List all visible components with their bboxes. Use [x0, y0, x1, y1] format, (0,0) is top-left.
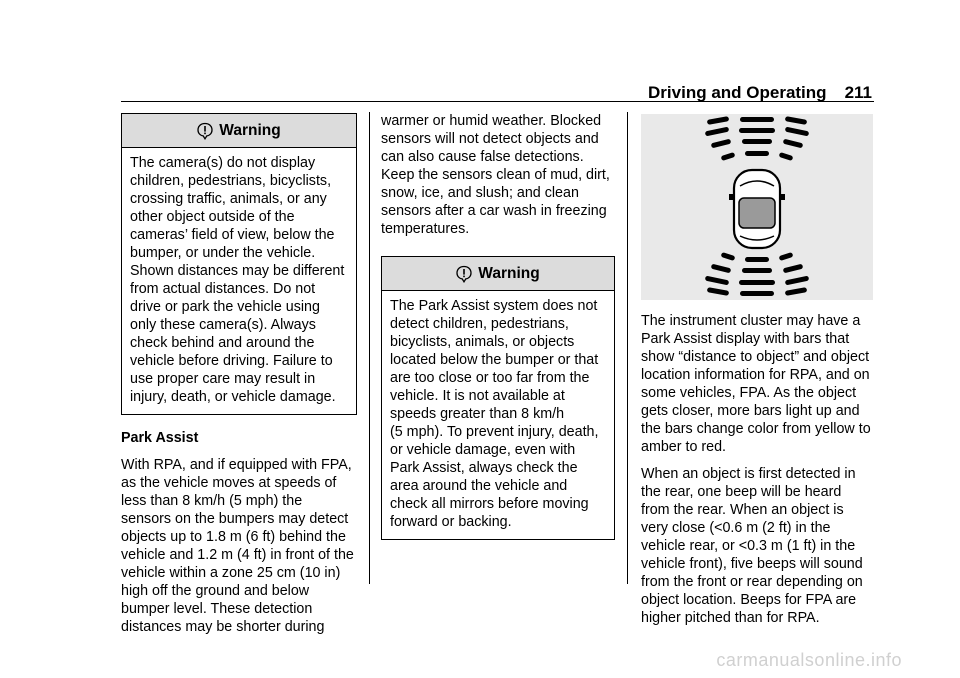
- text-line: vehicle before driving. Failure to: [130, 353, 333, 369]
- text-line: forward or backing.: [390, 514, 512, 530]
- text-line: some vehicles, FPA. As the object: [641, 385, 857, 401]
- text-line: as the vehicle moves at speeds of: [121, 475, 337, 491]
- text-line: are too close or too far from the: [390, 370, 590, 386]
- warning-header: [122, 114, 356, 148]
- text-line: drive or park the vehicle using: [130, 299, 320, 315]
- text-line: check all mirrors before moving: [390, 496, 589, 512]
- warning-header: [382, 257, 614, 291]
- page-header: [648, 83, 872, 103]
- text-line: With RPA, and if equipped with FPA,: [121, 457, 352, 473]
- text-line: the bars change color from yellow to: [641, 421, 871, 437]
- park-assist-paragraph: [121, 456, 357, 636]
- warning-text: [382, 291, 614, 539]
- text-line: The instrument cluster may have a: [641, 313, 861, 329]
- vehicle-outline: [729, 170, 785, 248]
- text-line: from the rear. When an object is: [641, 502, 844, 518]
- text-line: location information for RPA, and on: [641, 367, 870, 383]
- text-line: only these camera(s). Always: [130, 317, 316, 333]
- text-line: very close (<0.6 m (2 ft) in the: [641, 520, 831, 536]
- text-line: located below the bumper or that: [390, 352, 599, 368]
- text-line: can also cause false detections.: [381, 149, 584, 165]
- text-line: vehicle within a zone 25 cm (10 in): [121, 565, 341, 581]
- column-3: [641, 114, 874, 627]
- text-line: cameras’ field of view, below the: [130, 227, 335, 243]
- camera-warning-box: [121, 113, 357, 415]
- text-line: injury, death, or vehicle damage.: [130, 389, 336, 405]
- text-line: high off the ground and below: [121, 583, 310, 599]
- text-line: amber to red.: [641, 439, 727, 455]
- warning-title: Warning: [478, 264, 540, 282]
- column-1: [121, 113, 357, 636]
- text-line: vehicle and 1.2 m (4 ft) in front of the: [121, 547, 354, 563]
- text-line: When an object is first detected in: [641, 466, 856, 482]
- column-divider-2: [627, 112, 628, 584]
- text-line: other object outside of the: [130, 209, 295, 225]
- park-assist-display-icon: [641, 114, 873, 300]
- text-line: snow, ice, and slush; and clean: [381, 185, 579, 201]
- warning-text: [122, 148, 356, 414]
- text-line: sensors will not detect objects and: [381, 131, 599, 147]
- text-line: object location. Beeps for FPA are: [641, 592, 857, 608]
- text-line: Park Assist, always check the: [390, 460, 578, 476]
- text-line: detect children, pedestrians,: [390, 316, 569, 332]
- text-line: crossing traffic, animals, or any: [130, 191, 327, 207]
- text-line: use proper care may result in: [130, 371, 316, 387]
- text-line: The camera(s) do not display: [130, 155, 316, 171]
- text-line: children, pedestrians, bicyclists,: [130, 173, 332, 189]
- text-line: temperatures.: [381, 221, 470, 237]
- text-line: area around the vehicle and: [390, 478, 568, 494]
- instrument-cluster-paragraph: [641, 312, 874, 456]
- text-line: higher pitched than for RPA.: [641, 610, 820, 626]
- warning-icon: [197, 122, 213, 140]
- text-line: from actual distances. Do not: [130, 281, 316, 297]
- text-line: show “distance to object” and object: [641, 349, 870, 365]
- text-line: The Park Assist system does not: [390, 298, 598, 314]
- text-line: gets closer, more bars light up and: [641, 403, 860, 419]
- beep-paragraph: [641, 465, 874, 627]
- text-line: objects up to 1.8 m (6 ft) behind the: [121, 529, 346, 545]
- text-line: vehicle rear, or <0.3 m (1 ft) in the: [641, 538, 856, 554]
- text-line: or vehicle damage, even with: [390, 442, 576, 458]
- text-line: vehicle. It is not available at: [390, 388, 565, 404]
- column-2: [381, 112, 615, 540]
- warning-title: Warning: [219, 121, 281, 139]
- text-line: warmer or humid weather. Blocked: [381, 113, 602, 129]
- text-line: sensors after a car wash in freezing: [381, 203, 607, 219]
- text-line: Park Assist display with bars that: [641, 331, 850, 347]
- text-line: speeds greater than 8 km/h: [390, 406, 565, 422]
- warning-icon: [456, 265, 472, 283]
- header-rule: [121, 101, 874, 102]
- text-line: the rear, one beep will be heard: [641, 484, 842, 500]
- park-assist-warning-box: [381, 256, 615, 540]
- text-line: bumper, or under the vehicle.: [130, 245, 316, 261]
- text-line: from the front or rear depending on: [641, 574, 863, 590]
- text-line: bicyclists, animals, or objects: [390, 334, 575, 350]
- text-line: distances may be shorter during: [121, 619, 325, 635]
- park-assist-heading: Park Assist: [121, 430, 199, 446]
- text-line: (5 mph). To prevent injury, death,: [390, 424, 599, 440]
- page-number: 211: [844, 83, 872, 102]
- text-line: less than 8 km/h (5 mph) the: [121, 493, 303, 509]
- text-line: vehicle front), five beeps will sound: [641, 556, 863, 572]
- text-line: bumper level. These detection: [121, 601, 313, 617]
- sensor-paragraph: [381, 112, 615, 238]
- text-line: sensors on the bumpers may detect: [121, 511, 349, 527]
- section-title: Driving and Operating: [648, 83, 827, 102]
- text-line: check behind and around the: [130, 335, 315, 351]
- watermark: carmanualsonline.info: [716, 650, 902, 670]
- text-line: Shown distances may be different: [130, 263, 345, 279]
- column-divider-1: [369, 112, 370, 584]
- text-line: Keep the sensors clean of mud, dirt,: [381, 167, 610, 183]
